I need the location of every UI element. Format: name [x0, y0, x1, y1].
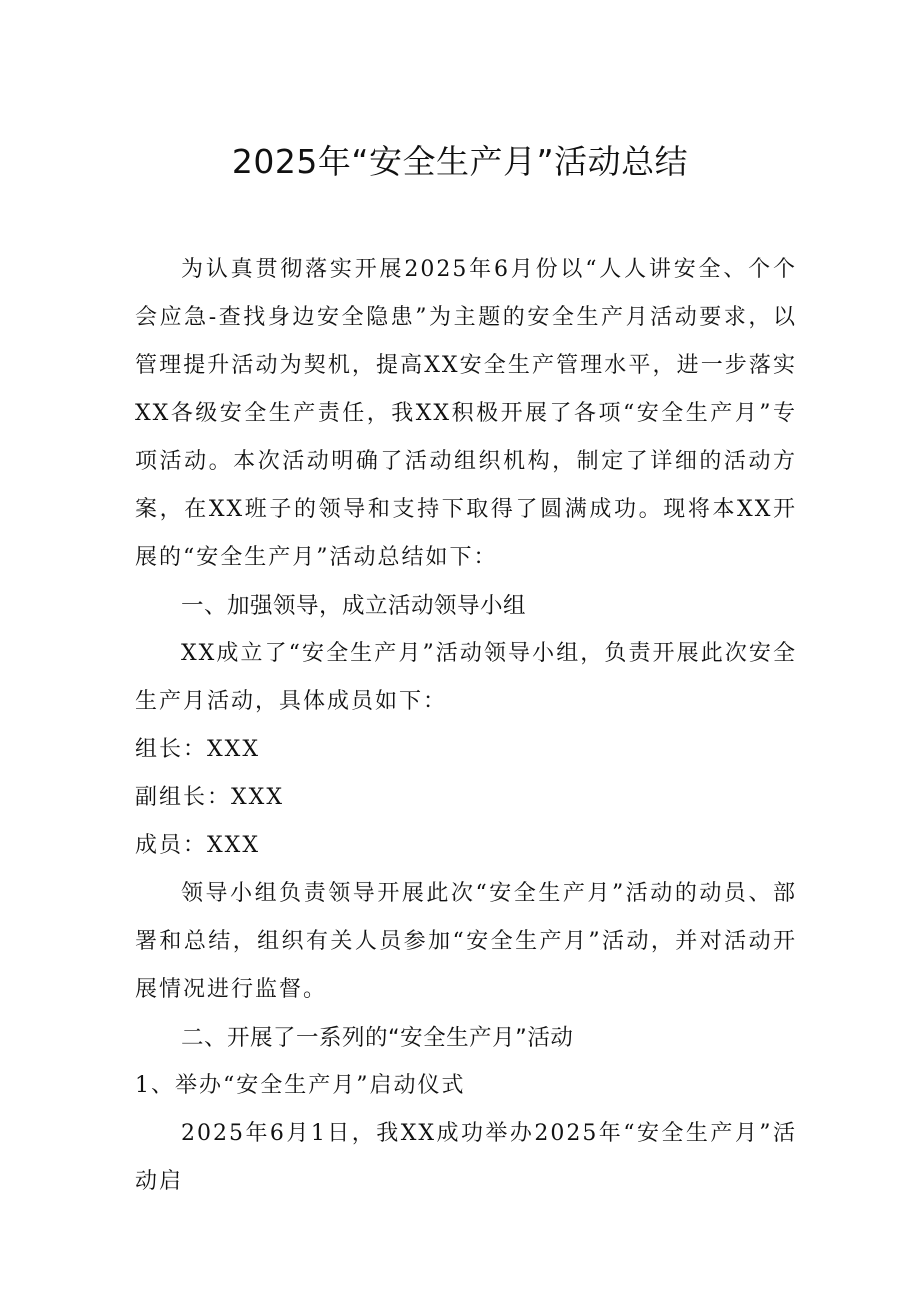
section-2-paragraph-1: 2025年6月1日，我XX成功举办2025年“安全生产月”活动启	[135, 1121, 797, 1194]
section-2-heading: 二、开展了一系列的“安全生产月”活动	[181, 1025, 574, 1051]
document-title: 2025年“安全生产月”活动总结	[231, 142, 689, 181]
intro-paragraph: 为认真贯彻落实开展2025年6月份以“人人讲安全、个个会应急-查找身边安全隐患”为主题的安全生产月活动要求，以管理提升活动为契机，提高XX安全生产管理水平，进一步落实XX各级安全生产责任，我XX积极开展了各项“安全生产月”专项活动。本次活动明确了活动组织机构，制定了详细的活动方案，在XX班子的领导和支持下取得了圆满成功。现将本XX开展的“安全生产月”活动总结如下：	[135, 257, 797, 570]
document-body	[135, 246, 797, 1206]
section-2-subheading-1: 1、举办“安全生产月”启动仪式	[135, 1073, 466, 1098]
members-line: 成员：XXX	[135, 833, 260, 858]
deputy-leader-line: 副组长：XXX	[135, 785, 284, 810]
section-1-paragraph-1: XX成立了“安全生产月”活动领导小组，负责开展此次安全生产月活动，具体成员如下：	[135, 641, 797, 714]
section-1-heading: 一、加强领导，成立活动领导小组	[181, 593, 527, 619]
section-1-paragraph-2: 领导小组负责领导开展此次“安全生产月”活动的动员、部署和总结，组织有关人员参加“安全生产月”活动，并对活动开展情况进行监督。	[135, 881, 797, 1002]
group-leader-line: 组长：XXX	[135, 737, 260, 762]
